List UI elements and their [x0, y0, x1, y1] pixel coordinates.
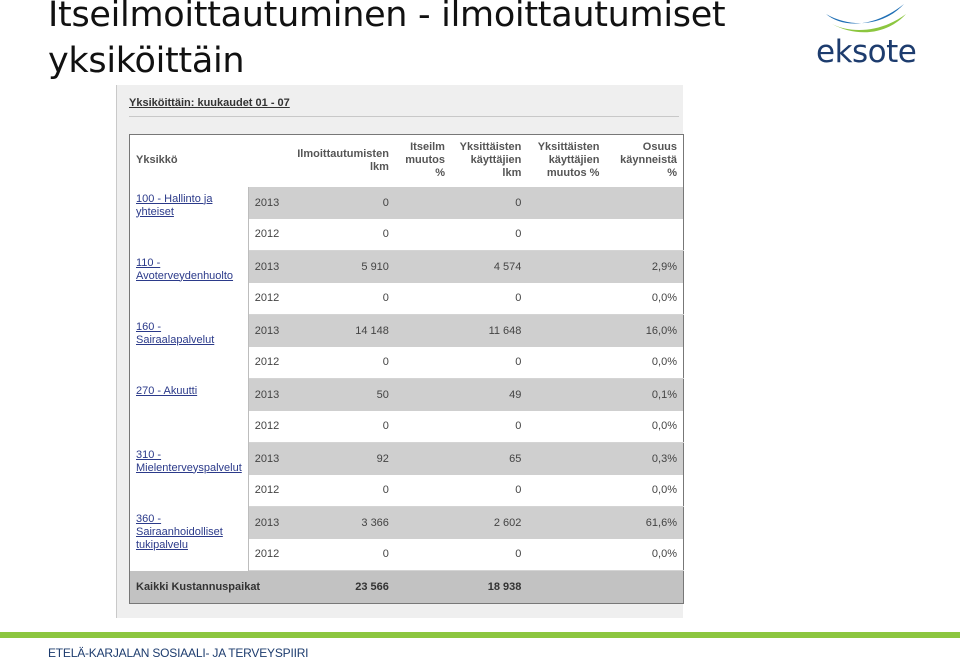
unit-cell — [130, 315, 249, 379]
users-cell: 0 — [451, 475, 527, 507]
share-cell: 0,0% — [605, 539, 683, 571]
self-change-cell — [395, 315, 451, 347]
footer-green-bar — [0, 632, 960, 638]
year-cell: 2012 — [248, 219, 285, 251]
users-cell: 0 — [451, 187, 527, 219]
users-change-cell — [527, 411, 605, 443]
unit-cell — [130, 187, 249, 251]
registrations-cell: 0 — [285, 187, 395, 219]
year-cell: 2013 — [248, 315, 285, 347]
share-cell: 0,0% — [605, 347, 683, 379]
self-change-cell — [395, 539, 451, 571]
share-cell — [605, 187, 683, 219]
unit-link[interactable]: Avoterveydenhuolto — [136, 269, 234, 282]
self-change-cell — [395, 283, 451, 315]
header-users: Yksittäisten käyttäjien lkm — [459, 141, 522, 180]
registrations-cell: 50 — [285, 379, 395, 411]
unit-link[interactable]: 310 - — [136, 448, 162, 461]
header-users-change: Yksittäisten käyttäjien muutos % — [537, 141, 600, 180]
total-registrations: 23 566 — [285, 571, 395, 604]
table-row — [130, 507, 684, 539]
table-row — [130, 315, 684, 347]
self-change-cell — [395, 475, 451, 507]
users-change-cell — [527, 379, 605, 411]
report-panel — [116, 85, 683, 618]
users-change-cell — [527, 507, 605, 539]
year-cell: 2012 — [248, 283, 285, 315]
total-row — [130, 571, 684, 604]
share-cell: 0,0% — [605, 411, 683, 443]
year-cell: 2013 — [248, 507, 285, 539]
table-row — [130, 187, 684, 219]
self-change-cell — [395, 251, 451, 283]
total-users: 18 938 — [451, 571, 527, 604]
year-cell: 2013 — [248, 251, 285, 283]
registrations-cell: 0 — [285, 411, 395, 443]
header-year-spacer — [248, 135, 285, 187]
registrations-cell: 5 910 — [285, 251, 395, 283]
eksote-logo — [812, 0, 922, 72]
users-cell: 65 — [451, 443, 527, 475]
users-cell: 0 — [451, 411, 527, 443]
unit-link[interactable]: 110 - — [136, 256, 161, 269]
share-cell: 0,0% — [605, 475, 683, 507]
unit-cell — [130, 507, 249, 571]
users-cell: 0 — [451, 283, 527, 315]
registrations-cell: 92 — [285, 443, 395, 475]
year-cell: 2012 — [248, 539, 285, 571]
header-registrations: Ilmoittautumisten lkm — [297, 147, 389, 173]
users-change-cell — [527, 187, 605, 219]
self-change-cell — [395, 187, 451, 219]
users-change-cell — [527, 347, 605, 379]
table-header-row — [130, 135, 684, 187]
users-cell: 4 574 — [451, 251, 527, 283]
year-cell: 2012 — [248, 475, 285, 507]
year-cell: 2012 — [248, 347, 285, 379]
registrations-cell: 14 148 — [285, 315, 395, 347]
self-change-cell — [395, 443, 451, 475]
users-cell: 2 602 — [451, 507, 527, 539]
unit-cell — [130, 443, 249, 507]
self-change-cell — [395, 219, 451, 251]
registrations-cell: 0 — [285, 539, 395, 571]
users-change-cell — [527, 283, 605, 315]
year-cell: 2013 — [248, 187, 285, 219]
total-label: Kaikki Kustannuspaikat — [130, 571, 286, 604]
table-row — [130, 379, 684, 411]
slide-title — [48, 0, 788, 84]
share-cell: 0,0% — [605, 283, 683, 315]
users-change-cell — [527, 251, 605, 283]
users-cell: 0 — [451, 539, 527, 571]
total-share — [605, 571, 683, 604]
self-change-cell — [395, 411, 451, 443]
self-change-cell — [395, 379, 451, 411]
users-change-cell — [527, 475, 605, 507]
users-change-cell — [527, 539, 605, 571]
table-row — [130, 251, 684, 283]
title-line-2: yksiköittäin — [48, 41, 245, 81]
header-unit: Yksikkö — [136, 154, 178, 167]
footer-text: ETELÄ-KARJALAN SOSIAALI- JA TERVEYSPIIRI — [48, 646, 309, 660]
total-users-change — [527, 571, 605, 604]
users-cell: 11 648 — [451, 315, 527, 347]
unit-link[interactable]: 270 - Akuutti — [136, 384, 198, 397]
report-title[interactable]: Yksiköittäin: kuukaudet 01 - 07 — [129, 97, 290, 109]
share-cell — [605, 219, 683, 251]
report-divider — [129, 116, 679, 117]
title-line-1: Itseilmoittautuminen - ilmoittautumiset — [48, 0, 726, 35]
share-cell: 61,6% — [605, 507, 683, 539]
table-body — [130, 187, 684, 604]
registrations-cell: 3 366 — [285, 507, 395, 539]
users-change-cell — [527, 219, 605, 251]
share-cell: 0,3% — [605, 443, 683, 475]
year-cell: 2012 — [248, 411, 285, 443]
self-change-cell — [395, 507, 451, 539]
users-change-cell — [527, 315, 605, 347]
units-table — [129, 134, 684, 604]
unit-link[interactable]: 100 - Hallinto ja — [136, 192, 213, 205]
unit-link[interactable]: yhteiset — [136, 205, 174, 218]
header-share: Osuus käynneistä % — [620, 141, 677, 180]
registrations-cell: 0 — [285, 219, 395, 251]
unit-link[interactable]: tukipalvelu — [136, 538, 188, 551]
unit-link[interactable]: 160 - Sairaalapalvelut — [136, 320, 215, 346]
unit-cell — [130, 379, 249, 443]
header-self-change: Itseilm muutos % — [405, 141, 445, 180]
users-cell: 0 — [451, 219, 527, 251]
total-self-change — [395, 571, 451, 604]
registrations-cell: 0 — [285, 347, 395, 379]
year-cell: 2013 — [248, 443, 285, 475]
year-cell: 2013 — [248, 379, 285, 411]
share-cell: 2,9% — [605, 251, 683, 283]
self-change-cell — [395, 347, 451, 379]
users-cell: 49 — [451, 379, 527, 411]
users-cell: 0 — [451, 347, 527, 379]
unit-link[interactable]: Sairaanhoidolliset — [136, 525, 223, 538]
unit-link[interactable]: 360 - — [136, 512, 162, 525]
unit-link[interactable]: Mielenterveyspalvelut — [136, 461, 242, 474]
logo-text: eksote — [816, 34, 917, 70]
users-change-cell — [527, 443, 605, 475]
table-row — [130, 443, 684, 475]
share-cell: 16,0% — [605, 315, 683, 347]
unit-cell — [130, 251, 249, 315]
share-cell: 0,1% — [605, 379, 683, 411]
registrations-cell: 0 — [285, 475, 395, 507]
registrations-cell: 0 — [285, 283, 395, 315]
